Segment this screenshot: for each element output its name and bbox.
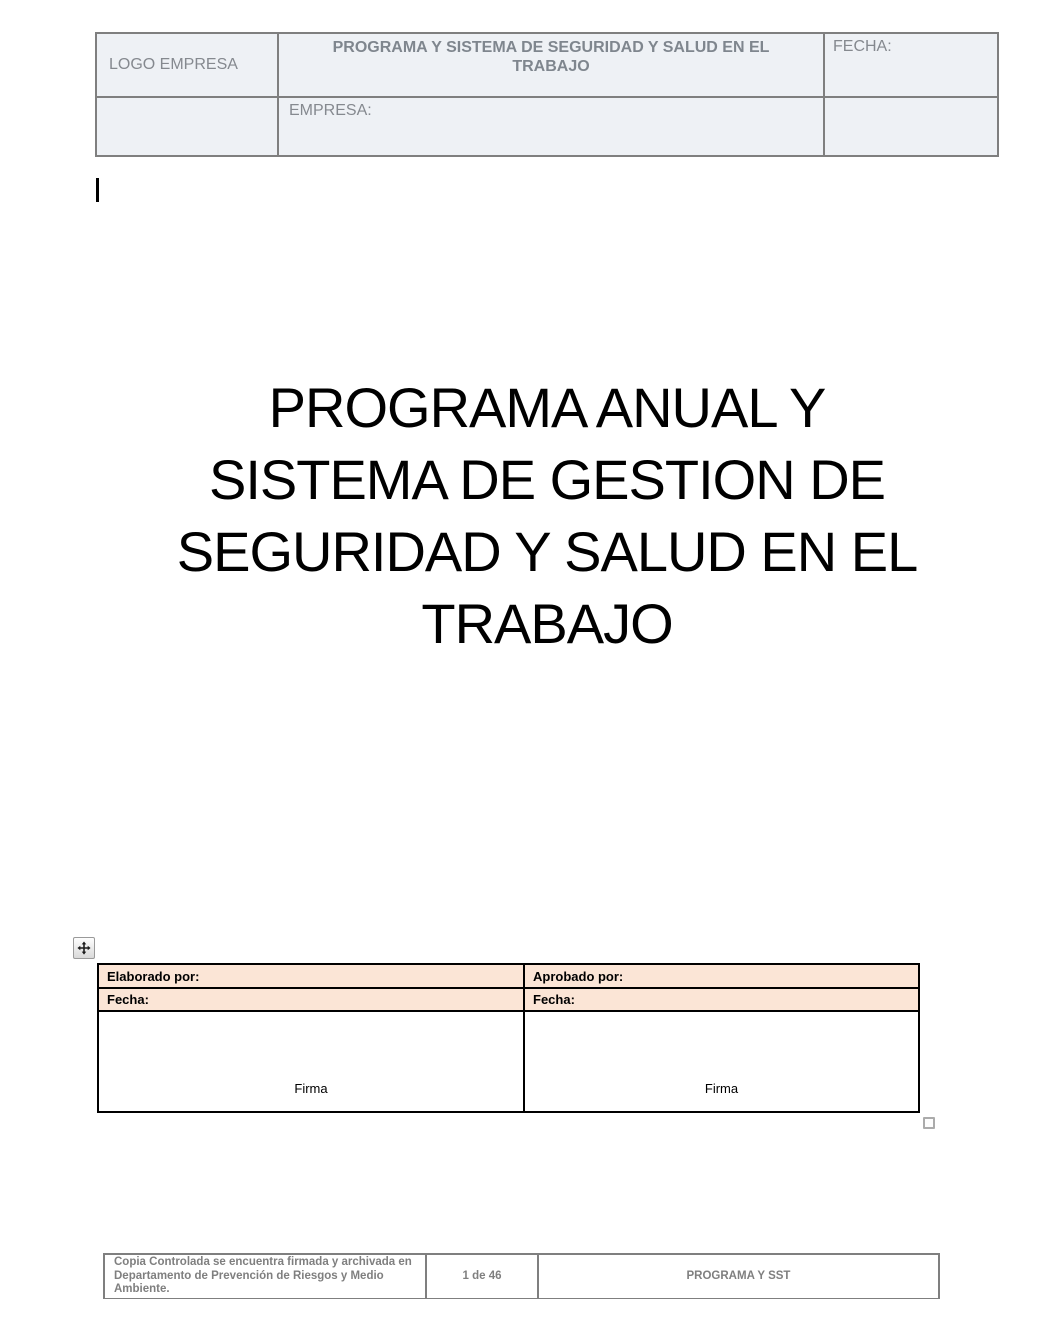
elaborado-por-label: Elaborado por: — [107, 968, 200, 984]
table-resize-handle-icon[interactable] — [923, 1117, 935, 1129]
cover-title — [95, 372, 999, 660]
footer-page-number: 1 de 46 — [462, 1269, 502, 1282]
header-empty-cell-right[interactable] — [825, 98, 997, 155]
firma-right-cell[interactable] — [525, 1012, 918, 1111]
cover-title-line: SISTEMA DE GESTION DE — [208, 448, 886, 511]
footer-copy-note-cell[interactable] — [105, 1255, 425, 1298]
fecha-right-label: Fecha: — [533, 992, 575, 1007]
empresa-label: EMPRESA: — [289, 102, 372, 119]
firma-left-cell[interactable] — [99, 1012, 523, 1111]
header-logo-cell[interactable] — [97, 34, 277, 96]
footer-doc-code: PROGRAMA Y SST — [686, 1269, 791, 1282]
cover-title-line: PROGRAMA ANUAL Y — [268, 376, 826, 439]
document-header-table — [95, 32, 999, 157]
aprobado-por-label: Aprobado por: — [533, 968, 624, 984]
fecha-left-cell[interactable] — [99, 989, 523, 1010]
cover-title-line: SEGURIDAD Y SALUD EN EL — [176, 520, 918, 583]
header-empty-cell-left[interactable] — [97, 98, 277, 155]
table-move-handle-icon[interactable] — [73, 937, 95, 959]
fecha-right-cell[interactable] — [525, 989, 918, 1010]
header-empresa-cell[interactable] — [279, 98, 823, 155]
footer-copy-note: Copia Controlada se encuentra firmada y archivada en Departamento de Prevención de Riesgos y Medio Ambiente. — [114, 1256, 412, 1295]
document-footer-table — [103, 1253, 940, 1299]
fecha-label: FECHA: — [833, 38, 892, 55]
header-title-cell[interactable] — [279, 34, 823, 96]
text-cursor — [96, 178, 99, 202]
signature-table — [97, 963, 920, 1113]
header-title-label: PROGRAMA Y SISTEMA DE SEGURIDAD Y SALUD EN EL TRABAJO — [332, 39, 770, 75]
firma-right-label: Firma — [704, 1081, 739, 1096]
cover-title-line: TRABAJO — [421, 592, 673, 655]
footer-page-number-cell[interactable] — [427, 1255, 537, 1298]
footer-doc-code-cell[interactable] — [539, 1255, 938, 1298]
firma-left-label: Firma — [294, 1081, 328, 1096]
fecha-left-label: Fecha: — [107, 992, 149, 1007]
elaborado-por-cell[interactable] — [99, 965, 523, 987]
header-fecha-cell[interactable] — [825, 34, 997, 96]
logo-placeholder-label: LOGO EMPRESA — [109, 56, 238, 73]
aprobado-por-cell[interactable] — [525, 965, 918, 987]
